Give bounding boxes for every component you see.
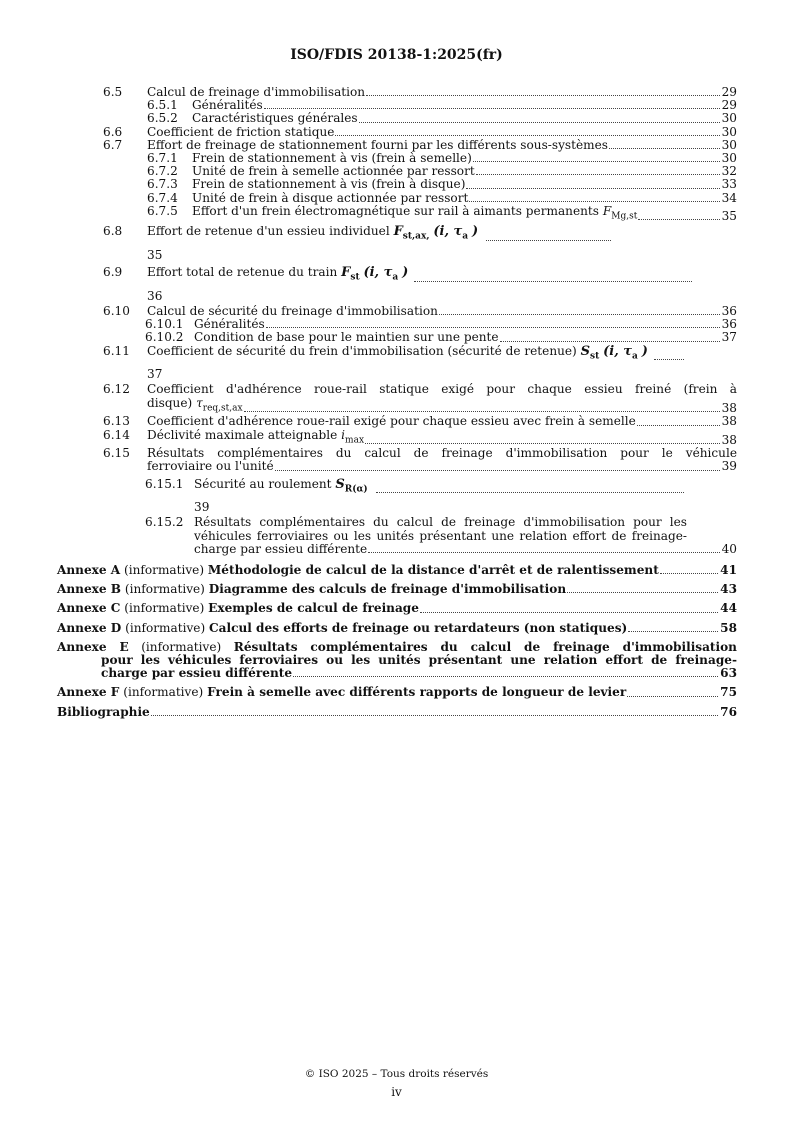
annex-line (57, 686, 626, 699)
toc-annex-f[interactable] (57, 686, 737, 699)
toc-page: 63 (720, 666, 737, 681)
dot-leader (376, 491, 684, 493)
toc-title-lastline (147, 397, 737, 416)
toc-title: Calcul de sécurité du freinage d'immobilisation (147, 304, 438, 319)
toc-title: Généralités (192, 98, 263, 113)
toc-number: 6.7 (103, 137, 123, 152)
toc-entry-6-15[interactable] (57, 447, 737, 473)
toc-page: 35 (721, 209, 737, 224)
formula-arg-subscript: a (462, 231, 469, 242)
toc-entry-6-12[interactable] (57, 383, 737, 415)
annex-type: (informative) (124, 601, 205, 616)
toc-page: 30 (721, 124, 737, 139)
annex-line (57, 622, 627, 635)
toc-number: 6.5.1 (147, 98, 178, 113)
annex-type: (informative) (124, 582, 205, 597)
annex-line (57, 602, 419, 615)
annex-label: Annexe C (57, 601, 121, 616)
toc-annex-b[interactable] (57, 583, 737, 596)
annex-type: (informative) (123, 685, 204, 700)
toc-annex-e[interactable] (57, 641, 737, 681)
toc-title: Frein de stationnement à vis (frein à disque) (192, 177, 466, 192)
copyright-footer: © ISO 2025 – Tous droits réservés (304, 1068, 489, 1080)
formula-subscript: max (345, 434, 365, 445)
dot-leader (466, 187, 719, 189)
toc-title: Unité de frein à disque actionnée par ressort (192, 190, 469, 205)
page-number: iv (391, 1085, 402, 1099)
dot-leader (567, 591, 718, 593)
toc-page: 44 (720, 601, 737, 616)
annex-title: Frein à semelle avec différents rapports de longueur de levier (207, 685, 627, 700)
toc-title-cont: ferroviaire ou l'unité (147, 459, 274, 474)
toc-number: 6.10 (103, 304, 130, 319)
toc-entry-6-5-2[interactable] (57, 112, 737, 125)
dot-leader (439, 313, 720, 315)
toc-bibliography[interactable] (57, 706, 737, 719)
toc-annex-d[interactable] (57, 622, 737, 635)
dot-leader (275, 469, 720, 471)
toc-title (147, 429, 364, 448)
dot-leader (476, 173, 720, 175)
toc-page: 36 (721, 304, 737, 319)
toc-number: 6.12 (103, 382, 130, 397)
dot-leader (335, 134, 719, 136)
formula-arg-subscript: a (392, 272, 399, 283)
toc-title-lastline (194, 543, 737, 556)
dot-leader (359, 121, 720, 123)
dot-leader (368, 551, 719, 553)
dot-leader (469, 200, 719, 202)
toc-title-text: Effort de retenue d'un essieu individuel (147, 224, 390, 239)
toc-title-line: Résultats complémentaires du calcul de freinage d'immobilisation pour le véhicule (147, 446, 737, 461)
toc-number: 6.11 (103, 343, 130, 358)
toc-number: 6.6 (103, 124, 123, 139)
dot-leader (654, 358, 684, 360)
formula-subscript: req,st,ax (202, 403, 243, 414)
annex-title-line: pour les véhicules ferroviaires ou les unités présentant une relation effort de freinage- (101, 652, 737, 667)
annex-title: Calcul des efforts de freinage ou retardateurs (non statiques) (209, 620, 628, 635)
annex-label: Annexe E (57, 639, 129, 654)
toc-number: 6.7.2 (147, 164, 178, 179)
toc-title: Effort de freinage de stationnement fourni par les différents sous-systèmes (147, 137, 608, 152)
toc-page: 29 (721, 85, 737, 99)
dot-leader (264, 107, 720, 109)
formula-symbol: i (341, 427, 346, 442)
formula-args: (i, τ (433, 224, 463, 240)
toc-number: 6.15 (103, 446, 130, 461)
formula-args: (i, τ (363, 265, 393, 281)
toc-title: Unité de frein à semelle actionnée par ressort (192, 164, 475, 179)
toc-title: Frein de stationnement à vis (frein à semelle) (192, 151, 472, 166)
formula-subscript: st,ax, (402, 231, 430, 242)
formula-symbol: S (335, 476, 345, 492)
toc-number: 6.10.1 (145, 317, 184, 332)
toc-title-line: Résultats complémentaires du calcul de freinage d'immobilisation pour les (194, 515, 687, 530)
toc-page: 38 (721, 401, 737, 416)
annex-title-cont: charge par essieu différente (101, 666, 293, 681)
dot-leader (365, 442, 720, 444)
toc-page: 76 (720, 704, 737, 719)
formula-arg-subscript: a (632, 351, 638, 362)
toc-page: 58 (720, 620, 737, 635)
formula-subscript: st (590, 351, 600, 362)
toc-title (192, 205, 637, 224)
toc-page: 39 (194, 500, 210, 515)
dot-leader (420, 611, 718, 613)
toc-number: 6.5.2 (147, 111, 178, 126)
formula-symbol: F (602, 203, 612, 218)
toc-title (194, 478, 368, 497)
toc-title-line: Coefficient d'adhérence roue-rail statique exigé pour chaque essieu freiné (frein à (147, 382, 737, 397)
annex-title: Résultats complémentaires du calcul de freinage d'immobilisation (233, 639, 737, 654)
toc-page: 32 (721, 164, 737, 179)
annex-title-lastline (101, 667, 737, 680)
toc-title (147, 225, 478, 244)
formula-symbol: S (580, 343, 591, 359)
toc-entry-6-15-1[interactable] (57, 478, 737, 497)
toc-page: 33 (721, 177, 737, 192)
toc-entry-6-8[interactable] (57, 225, 737, 244)
table-of-contents (57, 86, 737, 719)
toc-page: 37 (721, 330, 737, 345)
toc-title: Coefficient de friction statique (147, 124, 335, 139)
toc-annex-c[interactable] (57, 602, 737, 615)
dot-leader (609, 147, 720, 149)
toc-title-lastline (147, 460, 737, 473)
toc-title: Calcul de freinage d'immobilisation (147, 85, 366, 99)
annex-label: Annexe A (57, 562, 121, 577)
toc-title: Caractéristiques générales (192, 111, 358, 126)
toc-page: 29 (721, 98, 737, 113)
formula-close: ) (402, 265, 409, 281)
annex-line (57, 583, 566, 596)
toc-annex-a[interactable] (57, 564, 737, 577)
toc-page: 41 (720, 562, 737, 577)
dot-leader (473, 160, 720, 162)
toc-page: 36 (721, 317, 737, 332)
toc-number: 6.8 (103, 224, 123, 239)
toc-title (147, 345, 648, 364)
toc-page: 43 (720, 582, 737, 597)
toc-entry-6-7-5[interactable] (57, 205, 737, 224)
toc-entry-6-6[interactable] (57, 126, 737, 139)
formula-symbol: τ (196, 395, 203, 410)
toc-entry-6-7-3[interactable] (57, 178, 737, 191)
toc-page: 75 (720, 685, 737, 700)
toc-number: 6.7.4 (147, 190, 178, 205)
dot-leader (414, 280, 692, 282)
toc-entry-6-15-2[interactable] (57, 516, 737, 556)
dot-leader (638, 218, 719, 220)
annex-label: Annexe F (57, 685, 120, 700)
toc-title-text: Effort total de retenue du train (147, 265, 338, 280)
annex-title: Diagramme des calculs de freinage d'immobilisation (208, 582, 567, 597)
toc-entry-6-14[interactable] (57, 429, 737, 448)
toc-title-text: Effort d'un frein électromagnétique sur rail à aimants permanents (192, 203, 599, 218)
formula-close: ) (641, 343, 648, 359)
toc-page: 37 (147, 367, 163, 382)
toc-page: 38 (721, 432, 737, 447)
toc-entry-6-9[interactable] (57, 266, 737, 285)
formula-args: (i, τ (603, 343, 633, 359)
annex-label: Annexe B (57, 582, 122, 597)
dot-leader (266, 326, 720, 328)
annex-line (57, 641, 737, 654)
toc-title-text: Sécurité au roulement (194, 476, 332, 491)
document-header: ISO/FDIS 20138-1:2025(fr) (290, 47, 503, 63)
toc-number: 6.14 (103, 427, 130, 442)
toc-title (147, 266, 408, 285)
toc-title: Généralités (194, 317, 265, 332)
dot-leader (486, 239, 611, 241)
toc-title: Coefficient d'adhérence roue-rail exigé pour chaque essieu avec frein à semelle (147, 414, 636, 429)
toc-title-cont: charge par essieu différente (194, 541, 368, 556)
toc-page: 39 (721, 459, 737, 474)
bibliography-label: Bibliographie (57, 704, 150, 719)
toc-title-line: véhicules ferroviaires ou les unités présentant une relation effort de freinage- (194, 528, 687, 543)
dot-leader (637, 424, 720, 426)
toc-page: 34 (721, 190, 737, 205)
dot-leader (151, 714, 718, 716)
toc-page: 30 (721, 111, 737, 126)
toc-number: 6.5 (103, 85, 123, 99)
formula-subscript: R(α) (344, 483, 368, 494)
annex-title: Exemples de calcul de freinage (208, 601, 419, 616)
toc-title: Condition de base pour le maintien sur une pente (194, 330, 499, 345)
toc-title-text: Coefficient de sécurité du frein d'immobilisation (sécurité de retenue) (147, 343, 577, 358)
toc-page: 38 (721, 414, 737, 429)
formula-symbol: F (393, 224, 403, 240)
annex-type: (informative) (141, 639, 222, 654)
dot-leader (628, 630, 718, 632)
toc-number: 6.15.1 (145, 476, 184, 491)
annex-type: (informative) (125, 620, 206, 635)
dot-leader (627, 695, 718, 697)
annex-label: Annexe D (57, 620, 122, 635)
dot-leader (660, 572, 718, 574)
toc-number: 6.9 (103, 265, 123, 280)
toc-page: 30 (721, 137, 737, 152)
dot-leader (244, 410, 720, 412)
formula-subscript: Mg,st (611, 211, 638, 222)
toc-number: 6.7.5 (147, 203, 178, 218)
annex-type: (informative) (124, 562, 205, 577)
toc-title-text: disque) (147, 395, 193, 410)
toc-title-text: Déclivité maximale atteignable (147, 427, 338, 442)
annex-line (57, 564, 659, 577)
formula-symbol: F (341, 265, 351, 281)
toc-title-cont (147, 397, 243, 416)
toc-page: 35 (147, 248, 163, 263)
formula-close: ) (471, 224, 479, 240)
toc-number: 6.10.2 (145, 330, 184, 345)
toc-number: 6.7.3 (147, 177, 178, 192)
toc-number: 6.15.2 (145, 515, 184, 530)
formula-subscript: st (350, 272, 360, 283)
dot-leader (500, 340, 720, 342)
dot-leader (293, 675, 718, 677)
annex-title: Méthodologie de calcul de la distance d'arrêt et de ralentissement (207, 562, 659, 577)
dot-leader (366, 94, 720, 96)
toc-number: 6.7.1 (147, 151, 178, 166)
toc-entry-6-11[interactable] (57, 345, 737, 364)
toc-page: 40 (721, 541, 737, 556)
toc-page: 36 (147, 288, 163, 303)
toc-number: 6.13 (103, 414, 130, 429)
toc-page: 30 (721, 151, 737, 166)
